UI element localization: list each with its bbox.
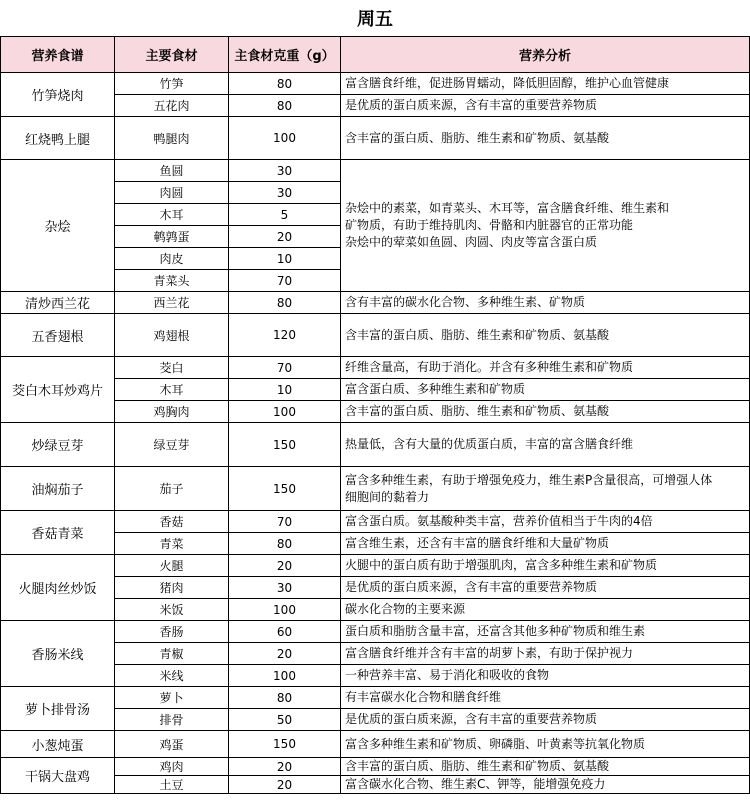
weight-cell: 100 — [229, 117, 341, 160]
weight-cell: 10 — [229, 248, 341, 270]
weight-cell: 80 — [229, 533, 341, 555]
weight-cell: 100 — [229, 665, 341, 687]
analysis-line: 一种营养丰富、易于消化和吸收的食物 — [345, 668, 550, 682]
analysis-cell — [341, 731, 750, 758]
analysis-cell — [341, 621, 750, 643]
weight-cell: 70 — [229, 357, 341, 379]
weight-cell: 20 — [229, 758, 341, 776]
table-row — [1, 73, 750, 95]
analysis-line: 是优质的蛋白质来源，含有丰富的重要营养物质 — [345, 580, 598, 594]
ingredient-cell: 西兰花 — [115, 292, 229, 314]
ingredient-cell: 青菜 — [115, 533, 229, 555]
weight-cell: 5 — [229, 204, 341, 226]
weight-cell: 120 — [229, 314, 341, 357]
analysis-cell — [341, 95, 750, 117]
analysis-line: 杂烩中的素菜，如青菜头、木耳等，富含膳食纤维、维生素和 — [345, 201, 670, 215]
analysis-cell — [341, 599, 750, 621]
dish-name: 茭白木耳炒鸡片 — [1, 357, 115, 423]
ingredient-cell: 五花肉 — [115, 95, 229, 117]
dish-name: 竹笋烧肉 — [1, 73, 115, 117]
dish-name: 干锅大盘鸡 — [1, 758, 115, 794]
dish-name: 炒绿豆芽 — [1, 423, 115, 467]
weight-cell: 150 — [229, 467, 341, 511]
weight-cell: 70 — [229, 270, 341, 292]
ingredient-cell: 绿豆芽 — [115, 423, 229, 467]
header-analysis: 营养分析 — [341, 37, 750, 73]
dish-name: 油焖茄子 — [1, 467, 115, 511]
weight-cell: 30 — [229, 160, 341, 182]
ingredient-cell: 土豆 — [115, 776, 229, 794]
header-weight: 主食材克重（g） — [229, 37, 341, 73]
table-row — [1, 555, 750, 577]
analysis-line: 火腿中的蛋白质有助于增强肌肉，富含多种维生素和矿物质 — [345, 558, 658, 572]
ingredient-cell: 猪肉 — [115, 577, 229, 599]
ingredient-cell: 鸡翅根 — [115, 314, 229, 357]
analysis-line: 含有丰富的碳水化合物、多种维生素、矿物质 — [345, 295, 586, 309]
weight-cell: 30 — [229, 577, 341, 599]
ingredient-cell: 肉皮 — [115, 248, 229, 270]
dish-name: 清炒西兰花 — [1, 292, 115, 314]
analysis-line: 是优质的蛋白质来源，含有丰富的重要营养物质 — [345, 98, 598, 112]
weight-cell: 30 — [229, 182, 341, 204]
analysis-line: 矿物质，有助于维持肌肉、骨骼和内脏器官的正常功能 — [345, 218, 634, 232]
analysis-line: 是优质的蛋白质来源，含有丰富的重要营养物质 — [345, 712, 598, 726]
table-row — [1, 467, 750, 511]
weight-cell: 60 — [229, 621, 341, 643]
table-row — [1, 758, 750, 776]
analysis-line: 富含蛋白质。氨基酸种类丰富，营养价值相当于牛肉的4倍 — [345, 514, 653, 528]
analysis-cell — [341, 423, 750, 467]
weight-cell: 20 — [229, 776, 341, 794]
analysis-line: 富含多种维生素，有助于增强免疫力，维生素P含量很高，可增强人体 — [345, 472, 713, 487]
analysis-line: 富含碳水化合物、维生素C、钾等，能增强免疫力 — [345, 777, 606, 791]
ingredient-cell: 鸭腿肉 — [115, 117, 229, 160]
analysis-cell — [341, 776, 750, 794]
analysis-cell — [341, 511, 750, 533]
weight-cell: 10 — [229, 379, 341, 401]
analysis-cell — [341, 709, 750, 731]
ingredient-cell: 竹笋 — [115, 73, 229, 95]
ingredient-cell: 香菇 — [115, 511, 229, 533]
ingredient-cell: 木耳 — [115, 204, 229, 226]
analysis-cell — [341, 687, 750, 709]
analysis-cell — [341, 379, 750, 401]
analysis-line: 杂烩中的荤菜如鱼圆、肉圆、肉皮等富含蛋白质 — [345, 235, 598, 249]
weight-cell: 20 — [229, 555, 341, 577]
weight-cell: 20 — [229, 226, 341, 248]
weight-cell: 80 — [229, 687, 341, 709]
weight-cell: 100 — [229, 401, 341, 423]
ingredient-cell: 鹌鹑蛋 — [115, 226, 229, 248]
analysis-line: 富含维生素，还含有丰富的膳食纤维和大量矿物质 — [345, 536, 610, 550]
ingredient-cell: 肉圆 — [115, 182, 229, 204]
analysis-cell — [341, 758, 750, 776]
table-row — [1, 314, 750, 357]
header-row — [1, 37, 750, 73]
analysis-cell — [341, 73, 750, 95]
table-row — [1, 117, 750, 160]
table-row — [1, 423, 750, 467]
analysis-cell — [341, 665, 750, 687]
ingredient-cell: 鸡肉 — [115, 758, 229, 776]
analysis-line: 碳水化合物的主要来源 — [345, 602, 466, 616]
analysis-cell — [341, 292, 750, 314]
header-ingredient: 主要食材 — [115, 37, 229, 73]
analysis-line: 富含多种维生素和矿物质、卵磷脂、叶黄素等抗氧化物质 — [345, 736, 646, 751]
analysis-cell — [341, 357, 750, 379]
ingredient-cell: 米线 — [115, 665, 229, 687]
analysis-line: 细胞间的黏着力 — [345, 489, 430, 504]
analysis-cell — [341, 555, 750, 577]
analysis-cell — [341, 314, 750, 357]
analysis-line: 纤维含量高，有助于消化。并含有多种维生素和矿物质 — [345, 360, 634, 374]
ingredient-cell: 排骨 — [115, 709, 229, 731]
weight-cell: 80 — [229, 73, 341, 95]
ingredient-cell: 火腿 — [115, 555, 229, 577]
ingredient-cell: 鸡蛋 — [115, 731, 229, 758]
analysis-line: 富含蛋白质、多种维生素和矿物质 — [345, 382, 526, 396]
dish-name: 小葱炖蛋 — [1, 731, 115, 758]
ingredient-cell: 青椒 — [115, 643, 229, 665]
table-row — [1, 357, 750, 379]
dish-name: 香菇青菜 — [1, 511, 115, 555]
dish-name: 萝卜排骨汤 — [1, 687, 115, 731]
table-row — [1, 687, 750, 709]
ingredient-cell: 青菜头 — [115, 270, 229, 292]
weight-cell: 80 — [229, 292, 341, 314]
analysis-cell — [341, 533, 750, 555]
analysis-cell — [341, 643, 750, 665]
analysis-line: 含丰富的蛋白质、脂肪、维生素和矿物质、氨基酸 — [345, 759, 610, 773]
analysis-line: 含丰富的蛋白质、脂肪、维生素和矿物质、氨基酸 — [345, 327, 610, 342]
weight-cell: 150 — [229, 423, 341, 467]
analysis-line: 蛋白质和脂肪含量丰富，还富含其他多种矿物质和维生素 — [345, 624, 646, 638]
page-title: 周五 — [357, 9, 393, 30]
table-row — [1, 292, 750, 314]
analysis-line: 含丰富的蛋白质、脂肪、维生素和矿物质、氨基酸 — [345, 404, 610, 418]
table-row — [1, 731, 750, 758]
ingredient-cell: 茭白 — [115, 357, 229, 379]
ingredient-cell: 茄子 — [115, 467, 229, 511]
ingredient-cell: 香肠 — [115, 621, 229, 643]
analysis-cell — [341, 117, 750, 160]
menu-table — [0, 36, 750, 794]
analysis-line: 富含膳食纤维，促进肠胃蠕动，降低胆固醇，维护心血管健康 — [345, 76, 670, 90]
dish-name: 火腿肉丝炒饭 — [1, 555, 115, 621]
ingredient-cell: 鱼圆 — [115, 160, 229, 182]
ingredient-cell: 萝卜 — [115, 687, 229, 709]
analysis-cell — [341, 401, 750, 423]
dish-name: 五香翅根 — [1, 314, 115, 357]
table-row — [1, 621, 750, 643]
ingredient-cell: 米饭 — [115, 599, 229, 621]
dish-name: 杂烩 — [1, 160, 115, 292]
analysis-line: 热量低，含有大量的优质蛋白质，丰富的富含膳食纤维 — [345, 437, 634, 451]
analysis-cell — [341, 577, 750, 599]
header-recipe: 营养食谱 — [1, 37, 115, 73]
ingredient-cell: 鸡胸肉 — [115, 401, 229, 423]
table-row — [1, 511, 750, 533]
analysis-line: 富含膳食纤维并含有丰富的胡萝卜素，有助于保护视力 — [345, 646, 634, 660]
analysis-line: 有丰富碳水化合物和膳食纤维 — [345, 690, 502, 704]
analysis-line: 含丰富的蛋白质、脂肪、维生素和矿物质、氨基酸 — [345, 130, 610, 145]
dish-name: 红烧鸭上腿 — [1, 117, 115, 160]
weight-cell: 100 — [229, 599, 341, 621]
weight-cell: 80 — [229, 95, 341, 117]
analysis-cell — [341, 160, 750, 292]
weight-cell: 20 — [229, 643, 341, 665]
analysis-cell — [341, 467, 750, 511]
table-row — [1, 160, 750, 182]
dish-name: 香肠米线 — [1, 621, 115, 687]
weight-cell: 70 — [229, 511, 341, 533]
weight-cell: 50 — [229, 709, 341, 731]
weight-cell: 150 — [229, 731, 341, 758]
ingredient-cell: 木耳 — [115, 379, 229, 401]
